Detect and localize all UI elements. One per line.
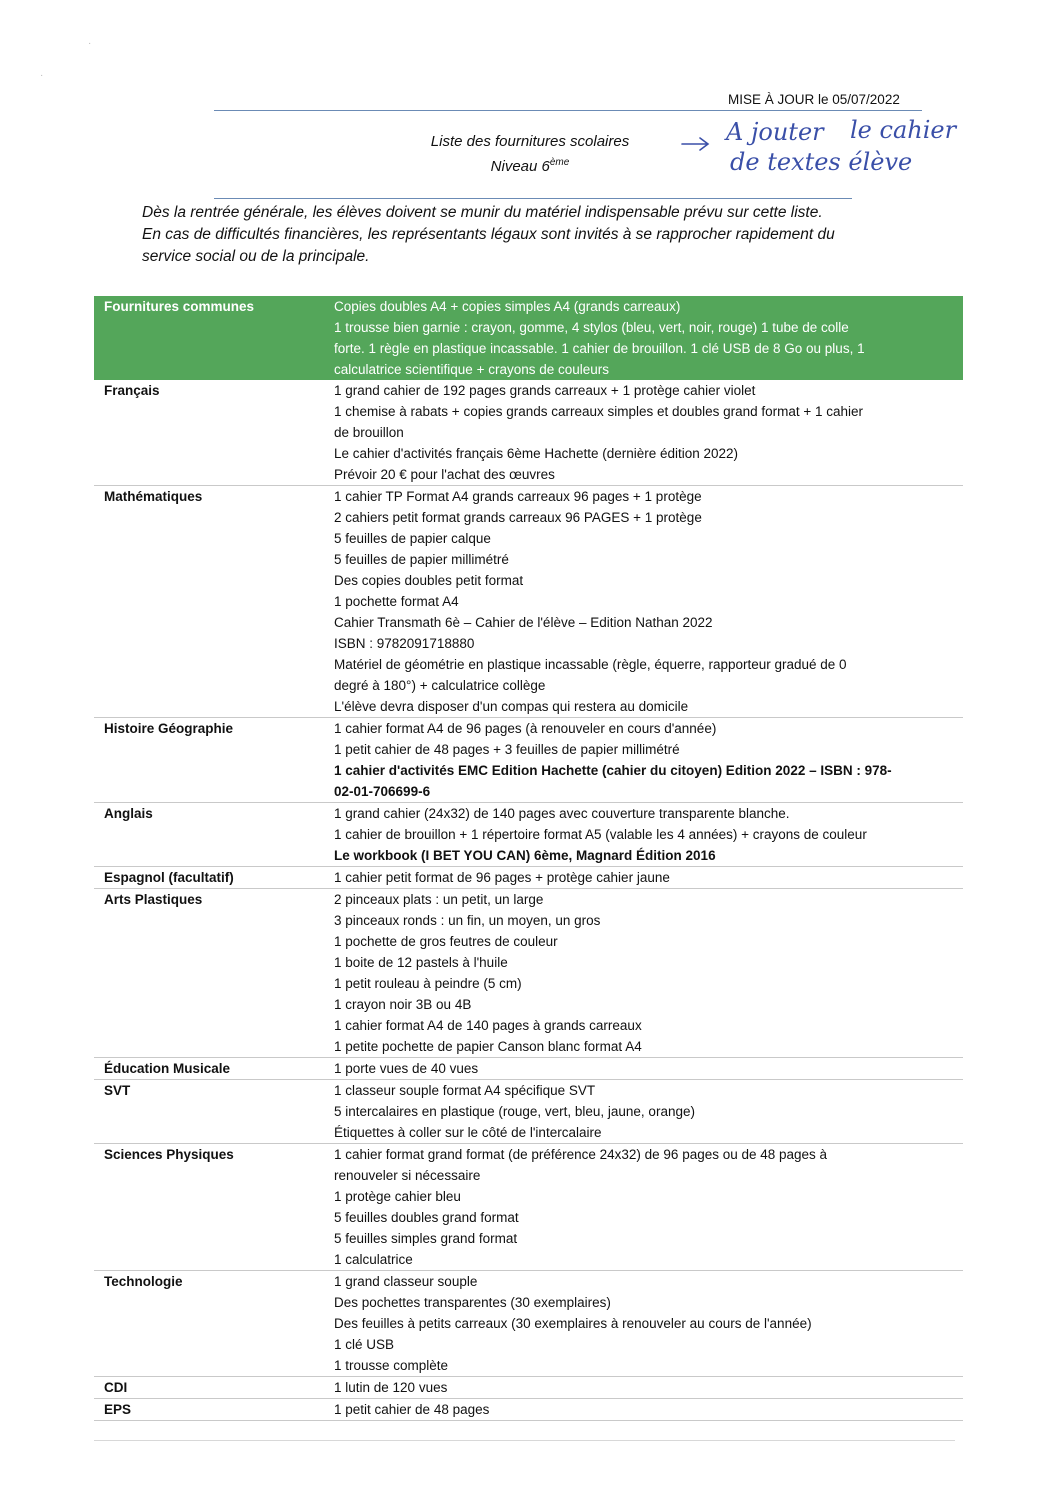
item-line: 1 cahier de brouillon + 1 répertoire format A5 (valable les 4 années) + crayons de couleur: [334, 827, 867, 842]
item-line: 1 cahier format grand format (de préférence 24x32) de 96 pages ou de 48 pages à: [334, 1147, 828, 1162]
item-line: L'élève devra disposer d'un compas qui restera au domicile: [334, 699, 689, 714]
items-cell: [324, 1080, 963, 1144]
top-rule: [214, 110, 922, 111]
item-line: 1 classeur souple format A4 spécifique SVT: [334, 1083, 596, 1098]
items-cell: [324, 380, 963, 486]
item-line: 1 grand cahier de 192 pages grands carreaux + 1 protège cahier violet: [334, 383, 756, 398]
item-line: 1 porte vues de 40 vues: [334, 1061, 479, 1076]
item-line: Étiquettes à coller sur le côté de l'intercalaire: [334, 1125, 602, 1140]
item-line: 1 cahier TP Format A4 grands carreaux 96 pages + 1 protège: [334, 489, 702, 504]
item-line: Copies doubles A4 + copies simples A4 (grands carreaux): [334, 299, 681, 314]
item-line: 5 feuilles de papier millimétré: [334, 552, 509, 567]
items-cell: [324, 718, 963, 803]
subject-cell: Technologie: [94, 1271, 324, 1377]
table-row: [94, 1144, 963, 1271]
supplies-table: [94, 296, 963, 1421]
svg-text:le cahier: le cahier: [850, 116, 957, 144]
item-line: Prévoir 20 € pour l'achat des œuvres: [334, 467, 555, 482]
bottom-rule: [94, 1440, 955, 1441]
scan-speck: ·: [40, 70, 44, 81]
items-cell: [324, 486, 963, 718]
table-row: [94, 380, 963, 486]
table-row: [94, 1080, 963, 1144]
title-line-1: Liste des fournitures scolaires: [430, 133, 630, 150]
item-line: 1 crayon noir 3B ou 4B: [334, 997, 472, 1012]
item-line: Matériel de géométrie en plastique incassable (règle, équerre, rapporteur gradué de 0: [334, 657, 847, 672]
item-line: ISBN : 9782091718880: [334, 636, 475, 651]
update-date: MISE À JOUR le 05/07/2022: [728, 92, 900, 107]
item-line: Cahier Transmath 6è – Cahier de l'élève – Edition Nathan 2022: [334, 615, 713, 630]
item-line: 5 feuilles de papier calque: [334, 531, 491, 546]
item-line: Des copies doubles petit format: [334, 573, 524, 588]
table-row: [94, 486, 963, 718]
item-line: 3 pinceaux ronds : un fin, un moyen, un gros: [334, 913, 601, 928]
item-line: 1 cahier format A4 de 96 pages (à renouveler en cours d'année): [334, 721, 717, 736]
table-header-row: [94, 296, 963, 380]
scan-speck: ·: [88, 38, 92, 49]
item-line: 5 feuilles doubles grand format: [334, 1210, 519, 1225]
intro-line: Dès la rentrée générale, les élèves doivent se munir du matériel indispensable prévu sur cette liste.: [142, 204, 823, 221]
item-line: 1 trousse complète: [334, 1358, 449, 1373]
item-line: 1 petit cahier de 48 pages + 3 feuilles de papier millimétré: [334, 742, 680, 757]
item-line: Des pochettes transparentes (30 exemplaires): [334, 1295, 611, 1310]
subject-cell: SVT: [94, 1080, 324, 1144]
subject-cell: Arts Plastiques: [94, 889, 324, 1058]
item-line: de brouillon: [334, 425, 404, 440]
item-line: 1 petit rouleau à peindre (5 cm): [334, 976, 522, 991]
page-title: [380, 131, 680, 177]
item-line: renouveler si nécessaire: [334, 1168, 481, 1183]
item-line: 1 trousse bien garnie : crayon, gomme, 4 stylos (bleu, vert, noir, rouge) 1 tube de colle: [334, 320, 849, 335]
item-line: 1 boite de 12 pastels à l'huile: [334, 955, 508, 970]
item-line: 2 pinceaux plats : un petit, un large: [334, 892, 544, 907]
item-line: 1 pochette format A4: [334, 594, 459, 609]
item-line: 1 grand classeur souple: [334, 1274, 478, 1289]
subject-cell: Fournitures communes: [94, 296, 324, 380]
items-cell: [324, 803, 963, 867]
items-cell: [324, 1399, 963, 1421]
table-row: [94, 1399, 963, 1421]
table-row: [94, 889, 963, 1058]
item-line: 1 protège cahier bleu: [334, 1189, 461, 1204]
subject-cell: Français: [94, 380, 324, 486]
subject-cell: Sciences Physiques: [94, 1144, 324, 1271]
items-cell: [324, 867, 963, 889]
items-cell: [324, 296, 963, 380]
item-line: 1 calculatrice: [334, 1252, 413, 1267]
table-row: [94, 867, 963, 889]
table-row: [94, 1377, 963, 1399]
subject-cell: Anglais: [94, 803, 324, 867]
subject-cell: CDI: [94, 1377, 324, 1399]
item-line: 1 pochette de gros feutres de couleur: [334, 934, 558, 949]
item-line: 2 cahiers petit format grands carreaux 96 PAGES + 1 protège: [334, 510, 702, 525]
items-cell: [324, 1377, 963, 1399]
svg-text:A jouter: A jouter: [726, 118, 824, 146]
subject-cell: EPS: [94, 1399, 324, 1421]
items-cell: [324, 1058, 963, 1080]
item-line: 1 petit cahier de 48 pages: [334, 1402, 490, 1417]
item-line: 1 lutin de 120 vues: [334, 1380, 448, 1395]
subject-cell: Histoire Géographie: [94, 718, 324, 803]
table-row: [94, 718, 963, 803]
title-line-2: Niveau 6ème: [490, 157, 570, 175]
table-row: [94, 803, 963, 867]
subject-cell: Éducation Musicale: [94, 1058, 324, 1080]
item-line: Le workbook (I BET YOU CAN) 6ème, Magnard Édition 2016: [334, 848, 716, 863]
subject-cell: Espagnol (facultatif): [94, 867, 324, 889]
item-line: 1 petite pochette de papier Canson blanc format A4: [334, 1039, 642, 1054]
item-line: Des feuilles à petits carreaux (30 exemplaires à renouveler au cours de l'année): [334, 1316, 812, 1331]
handwritten-note: [680, 112, 1000, 182]
item-line: 5 feuilles simples grand format: [334, 1231, 518, 1246]
mid-rule: [214, 198, 852, 199]
item-line: Le cahier d'activités français 6ème Hachette (dernière édition 2022): [334, 446, 739, 461]
item-line: 1 clé USB: [334, 1337, 395, 1352]
item-line: 5 intercalaires en plastique (rouge, vert, bleu, jaune, orange): [334, 1104, 695, 1119]
item-line: 1 cahier petit format de 96 pages + protège cahier jaune: [334, 870, 670, 885]
intro-line: service social ou de la principale.: [142, 248, 370, 265]
items-cell: [324, 889, 963, 1058]
items-cell: [324, 1271, 963, 1377]
item-line: degré à 180°) + calculatrice collège: [334, 678, 546, 693]
intro-paragraph: [142, 202, 932, 268]
items-cell: [324, 1144, 963, 1271]
item-line: 1 grand cahier (24x32) de 140 pages avec couverture transparente blanche.: [334, 806, 790, 821]
table-row: [94, 1271, 963, 1377]
item-line: 1 cahier format A4 de 140 pages à grands carreaux: [334, 1018, 642, 1033]
table-row: [94, 1058, 963, 1080]
intro-line: En cas de difficultés financières, les représentants légaux sont invités à se rapprocher rapidement du: [142, 226, 835, 243]
subject-cell: Mathématiques: [94, 486, 324, 718]
item-line: 02-01-706699-6: [334, 784, 431, 799]
svg-text:de textes élève: de textes élève: [730, 148, 913, 176]
item-line: calculatrice scientifique + crayons de couleurs: [334, 362, 610, 377]
item-line: 1 chemise à rabats + copies grands carreaux simples et doubles grand format + 1 cahier: [334, 404, 864, 419]
item-line: forte. 1 règle en plastique incassable. 1 cahier de brouillon. 1 clé USB de 8 Go ou plus, 1: [334, 341, 865, 356]
item-line: 1 cahier d'activités EMC Edition Hachette (cahier du citoyen) Edition 2022 – ISBN : 978-: [334, 763, 892, 778]
